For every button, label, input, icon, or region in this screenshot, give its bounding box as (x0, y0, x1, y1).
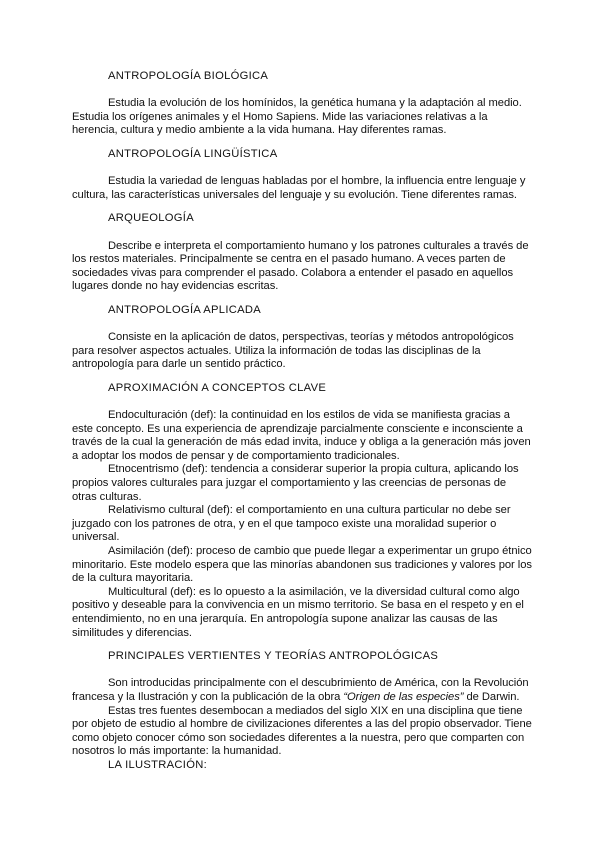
section-heading-conceptos-clave: APROXIMACIÓN A CONCEPTOS CLAVE (108, 381, 327, 394)
paragraph-introducidas-text: Son introducidas principalmente con el descubrimiento de América, con la Revolución francesa y la Ilustración y con la publicación de la obra (72, 677, 529, 703)
document-body (72, 70, 532, 773)
section-heading-arqueologia: ARQUEOLOGÍA (108, 212, 194, 225)
paragraph-introducidas-end: de Darwin. (466, 690, 520, 703)
paragraph-relativismo-cultural: Relativismo cultural (def): el comportamiento en una cultura particular no debe ser juzgado con los patrones de otra, y en el que tampoco existe una moralidad superior o universal. (72, 504, 511, 544)
paragraph-asimilacion: Asimilación (def): proceso de cambio que puede llegar a experimentar un grupo étnico minoritario. Este modelo espera que las minorías abandonen sus tradiciones y valores por los de la cultura mayoritaria. (72, 545, 532, 585)
section-heading-vertientes-teorias: PRINCIPALES VERTIENTES Y TEORÍAS ANTROPOLÓGICAS (108, 650, 439, 663)
section-heading-antropologia-biologica: ANTROPOLOGÍA BIOLÓGICA (108, 70, 269, 82)
paragraph-arqueologia: Describe e interpreta el comportamiento humano y los patrones culturales a través de los restos materiales. Principalmente se centra en el pasado humano. A veces parten de sociedades vivas para comprender el pasado. Colabora a entender el pasado en aquellos lugares donde no hay evidencias escritas. (72, 239, 529, 293)
paragraph-antropologia-biologica: Estudia la evolución de los homínidos, la genética humana y la adaptación al medio. Estudia los orígenes animales y el Homo Sapiens. Mide las variaciones relativas a la herencia, cultura y medio ambiente a la vida humana. Hay diferentes ramas. (72, 97, 522, 137)
paragraph-introducidas (72, 677, 532, 704)
subheading-la-ilustracion: LA ILUSTRACIÓN: (108, 758, 207, 771)
paragraph-antropologia-linguistica: Estudia la variedad de lenguas habladas por el hombre, la influencia entre lenguaje y cultura, las características universales del lenguaje y su evolución. Tiene diferentes ramas. (72, 175, 526, 201)
paragraph-endoculturacion: Endoculturación (def): la continuidad en los estilos de vida se manifiesta gracias a este concepto. Es una experiencia de aprendizaje parcialmente consciente e inconsciente a través de la cual la generación de más edad invita, induce y obliga a la generación más joven a adoptar los modos de pensar y de comportamiento tradicionales. (72, 409, 531, 462)
section-heading-antropologia-linguistica: ANTROPOLOGÍA LINGÜÍSTICA (108, 147, 278, 160)
paragraph-etnocentrismo: Etnocentrismo (def): tendencia a considerar superior la propia cultura, aplicando los propios valores culturales para juzgar el comportamiento y las creencias de personas de otras culturas. (72, 463, 519, 503)
paragraph-multicultural: Multicultural (def): es lo opuesto a la asimilación, ve la diversidad cultural como algo positivo y deseable para la convivencia en un mismo territorio. Se basa en el respeto y en el entendimiento, no en una jerarquía. En antropología supone analizar las causas de las similitudes y diferencias. (72, 585, 524, 639)
section-heading-antropologia-aplicada: ANTROPOLOGÍA APLICADA (108, 303, 262, 316)
paragraph-tres-fuentes: Estas tres fuentes desembocan a mediados del siglo XIX en una disciplina que tiene por objeto de estudio al hombre de civilizaciones diferentes a las del propio observador. Tiene como objeto conocer cómo son sociedades diferentes a la nuestra, pero que comparten con nosotros lo más importante: la humanidad. (72, 704, 532, 758)
book-title-origen-especies: “Origen de las especies” (343, 690, 464, 703)
paragraph-antropologia-aplicada: Consiste en la aplicación de datos, perspectivas, teorías y métodos antropológicos para resolver aspectos actuales. Utiliza la información de todas las disciplinas de la antropología para darle un sentido práctico. (72, 331, 514, 371)
